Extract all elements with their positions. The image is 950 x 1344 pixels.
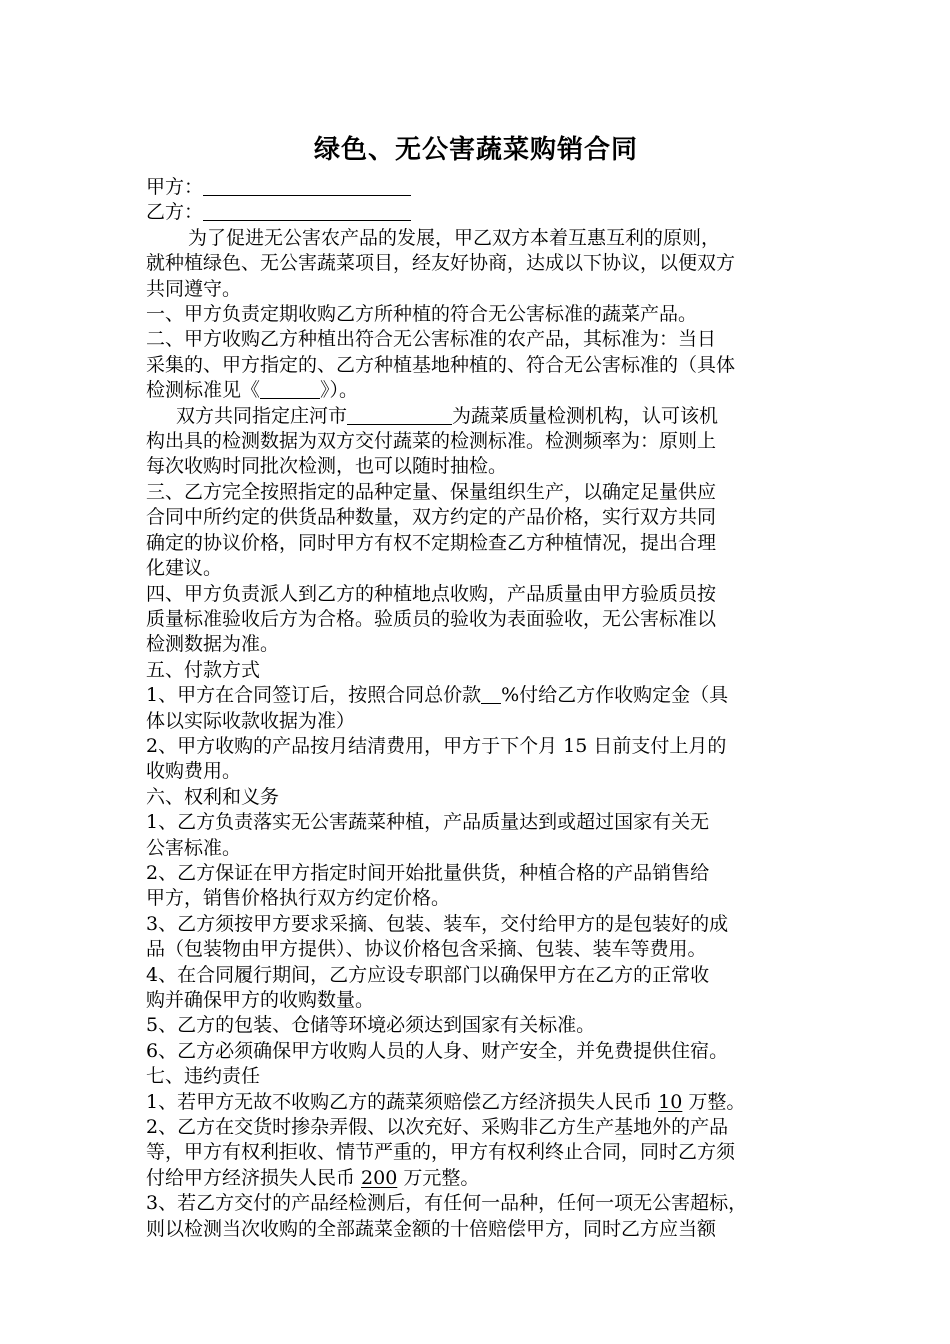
deposit-suffix: %付给乙方作收购定金（具 bbox=[501, 684, 729, 707]
text-line: 体以实际收款收据为准） bbox=[146, 709, 356, 732]
penalty-2-suffix: 万元整。 bbox=[397, 1166, 480, 1189]
text-line: 购并确保甲方的收购数量。 bbox=[146, 989, 375, 1011]
text-line: 3、乙方须按甲方要求采摘、包装、装车，交付给甲方的是包装好的成 bbox=[146, 912, 729, 935]
text-line: 确定的协议价格，同时甲方有权不定期检查乙方种植情况，提出合理 bbox=[146, 531, 717, 554]
text-line: 则以检测当次收购的全部蔬菜金额的十倍赔偿甲方，同时乙方应当额 bbox=[146, 1217, 717, 1240]
text-line: 收购费用。 bbox=[146, 760, 242, 783]
penalty-1-suffix: 万整。 bbox=[682, 1090, 746, 1113]
text-line: 化建议。 bbox=[146, 557, 223, 580]
text-line: 质量标准验收后方为合格。验质员的验收为表面验收，无公害标准以 bbox=[146, 607, 717, 630]
text-line: 6、乙方必须确保甲方收购人员的人身、财产安全，并免费提供住宿。 bbox=[146, 1039, 729, 1062]
institution-suffix: 为蔬菜质量检测机构，认可该机 bbox=[452, 404, 719, 427]
standard-prefix: 检测标准见《 bbox=[146, 379, 261, 402]
text-line: 检测数据为准。 bbox=[146, 633, 280, 656]
institution-prefix: 双方共同指定庄河市 bbox=[176, 404, 348, 427]
standard-line bbox=[146, 378, 826, 403]
contract-body bbox=[146, 175, 826, 1242]
section-heading: 七、违约责任 bbox=[146, 1065, 261, 1088]
text-line: 3、若乙方交付的产品经检测后，有任何一品种，任何一项无公害超标， bbox=[146, 1192, 748, 1215]
deposit-prefix: 1、甲方在合同签订后，按照合同总价款 bbox=[146, 684, 482, 707]
deposit-line bbox=[146, 683, 826, 708]
text-line: 等，甲方有权利拒收、情节严重的，甲方有权利终止合同，同时乙方须 bbox=[146, 1141, 736, 1164]
text-line: 三、乙方完全按照指定的品种定量、保量组织生产，以确定足量供应 bbox=[146, 480, 717, 503]
text-line: 就种植绿色、无公害蔬菜项目，经友好协商，达成以下协议，以便双方 bbox=[146, 252, 736, 275]
penalty-2-prefix: 付给甲方经济损失人民币 bbox=[146, 1166, 362, 1189]
text-line: 一、甲方负责定期收购乙方所种植的符合无公害标准的蔬菜产品。 bbox=[146, 303, 698, 326]
text-line: 共同遵守。 bbox=[146, 277, 242, 300]
penalty-line-1 bbox=[146, 1090, 826, 1115]
section-heading: 五、付款方式 bbox=[146, 658, 261, 681]
text-line: 采集的、甲方指定的、乙方种植基地种植的、符合无公害标准的（具体 bbox=[146, 353, 736, 376]
text-line: 四、甲方负责派人到乙方的种植地点收购，产品质量由甲方验质员按 bbox=[146, 582, 717, 605]
text-line: 2、甲方收购的产品按月结清费用，甲方于下个月 15 日前支付上月的 bbox=[146, 734, 727, 757]
text-line: 4、在合同履行期间，乙方应设专职部门以确保甲方在乙方的正常收 bbox=[146, 963, 710, 986]
penalty-1-prefix: 1、若甲方无故不收购乙方的蔬菜须赔偿乙方经济损失人民币 bbox=[146, 1090, 659, 1113]
penalty-1-amount: 10 bbox=[658, 1090, 683, 1113]
party-b-blank[interactable] bbox=[203, 201, 411, 221]
party-a-label: 甲方： bbox=[146, 176, 204, 198]
party-b-label: 乙方： bbox=[146, 201, 204, 224]
text-line: 合同中所约定的供货品种数量，双方约定的产品价格，实行双方共同 bbox=[146, 506, 717, 529]
text-line: 5、乙方的包装、仓储等环境必须达到国家有关标准。 bbox=[146, 1014, 596, 1037]
section-heading: 六、权利和义务 bbox=[146, 785, 280, 808]
text-line: 2、乙方在交货时掺杂弄假、以次充好、采购非乙方生产基地外的产品 bbox=[146, 1116, 729, 1139]
text-line: 甲方，销售价格执行双方约定价格。 bbox=[146, 887, 451, 910]
testing-institution-blank[interactable] bbox=[347, 405, 452, 425]
text-line: 公害标准。 bbox=[146, 836, 242, 859]
standard-suffix: 》）。 bbox=[320, 379, 359, 402]
institution-line bbox=[146, 404, 826, 429]
party-a-blank[interactable] bbox=[203, 176, 411, 196]
penalty-line-2 bbox=[146, 1166, 826, 1191]
document-title: 绿色、无公害蔬菜购销合同 bbox=[313, 135, 638, 165]
text-line: 品（包装物由甲方提供）、协议价格包含采摘、包装、装车等费用。 bbox=[146, 938, 707, 961]
penalty-2-amount: 200 bbox=[361, 1166, 398, 1189]
text-line: 每次收购时同批次检测，也可以随时抽检。 bbox=[146, 455, 508, 478]
text-line: 为了促进无公害农产品的发展，甲乙双方本着互惠互利的原则， bbox=[188, 226, 721, 249]
text-line: 二、甲方收购乙方种植出符合无公害标准的农产品，其标准为：当日 bbox=[146, 328, 717, 351]
standard-name-blank[interactable] bbox=[260, 379, 320, 399]
deposit-percent-blank[interactable] bbox=[481, 684, 501, 704]
text-line: 1、乙方负责落实无公害蔬菜种植，产品质量达到或超过国家有关无 bbox=[146, 811, 710, 834]
party-b-line bbox=[146, 200, 826, 225]
text-line: 构出具的检测数据为双方交付蔬菜的检测标准。检测频率为：原则上 bbox=[146, 430, 717, 453]
party-a-line bbox=[146, 175, 826, 200]
text-line: 2、乙方保证在甲方指定时间开始批量供货，种植合格的产品销售给 bbox=[146, 861, 710, 884]
